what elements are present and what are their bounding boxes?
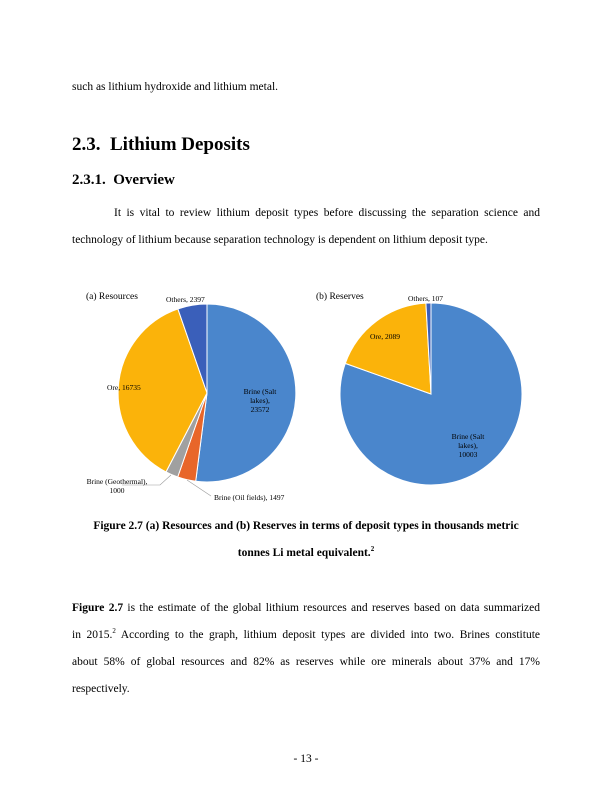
paragraph2-line2: in 2015.$^2$ According to the graph, lithium deposit types are divided into two. Brines constitute	[72, 627, 540, 641]
section-heading	[72, 134, 250, 156]
figure-caption-line1: Figure 2.7 (a) Resources and (b) Reserves in terms of deposit types in thousands metric	[93, 520, 519, 532]
paragraph1-line1: It is vital to review lithium deposit types before discussing the separation science and	[114, 207, 540, 219]
label-ore: Ore, 2089	[370, 332, 400, 341]
figure-2-7	[0, 280, 612, 510]
resources-title: (a) Resources	[86, 292, 138, 302]
page-number: - 13 -	[293, 753, 319, 765]
label-brine-oil-fields: Brine (Oil fields), 1497	[214, 493, 285, 502]
reserves-pie	[340, 303, 522, 485]
label-brine-geothermal: Brine (Geothermal), 1000	[86, 477, 148, 495]
subsection-heading	[72, 172, 175, 189]
label-brine-salt-lakes: Brine (Salt lakes), 10003	[451, 432, 485, 459]
paragraph2-line3: about 58% of global resources and 82% as reserves while ore minerals about 37% and 17%	[72, 656, 540, 668]
label-others: Others, 2397	[166, 295, 205, 304]
subsection-number: 2.3.1.	[72, 172, 106, 188]
citation-ref[interactable]: 2	[370, 545, 375, 554]
section-title: Lithium Deposits	[110, 134, 250, 155]
reserves-title: (b) Reserves	[316, 292, 364, 302]
paragraph1-line2: technology of lithium because separation technology is dependent on lithium deposit type.	[72, 234, 488, 246]
section-number: 2.3.	[72, 134, 101, 155]
label-brine-salt-lakes: Brine (Salt lakes), 23572	[243, 387, 277, 414]
pie-charts	[0, 280, 612, 510]
label-others: Others, 107	[408, 294, 443, 303]
intro-line: such as lithium hydroxide and lithium metal.	[72, 81, 279, 93]
paragraph2-line1: Figure 2.7 is the estimate of the global lithium resources and reserves based on data summarized	[72, 602, 540, 614]
paragraph2-line4: respectively.	[72, 683, 130, 695]
label-ore: Ore, 16735	[107, 383, 141, 392]
figure-caption-line2: tonnes Li metal equivalent.$^2$	[237, 545, 375, 559]
citation-ref[interactable]: 2	[112, 627, 116, 636]
subsection-title: Overview	[113, 172, 175, 188]
